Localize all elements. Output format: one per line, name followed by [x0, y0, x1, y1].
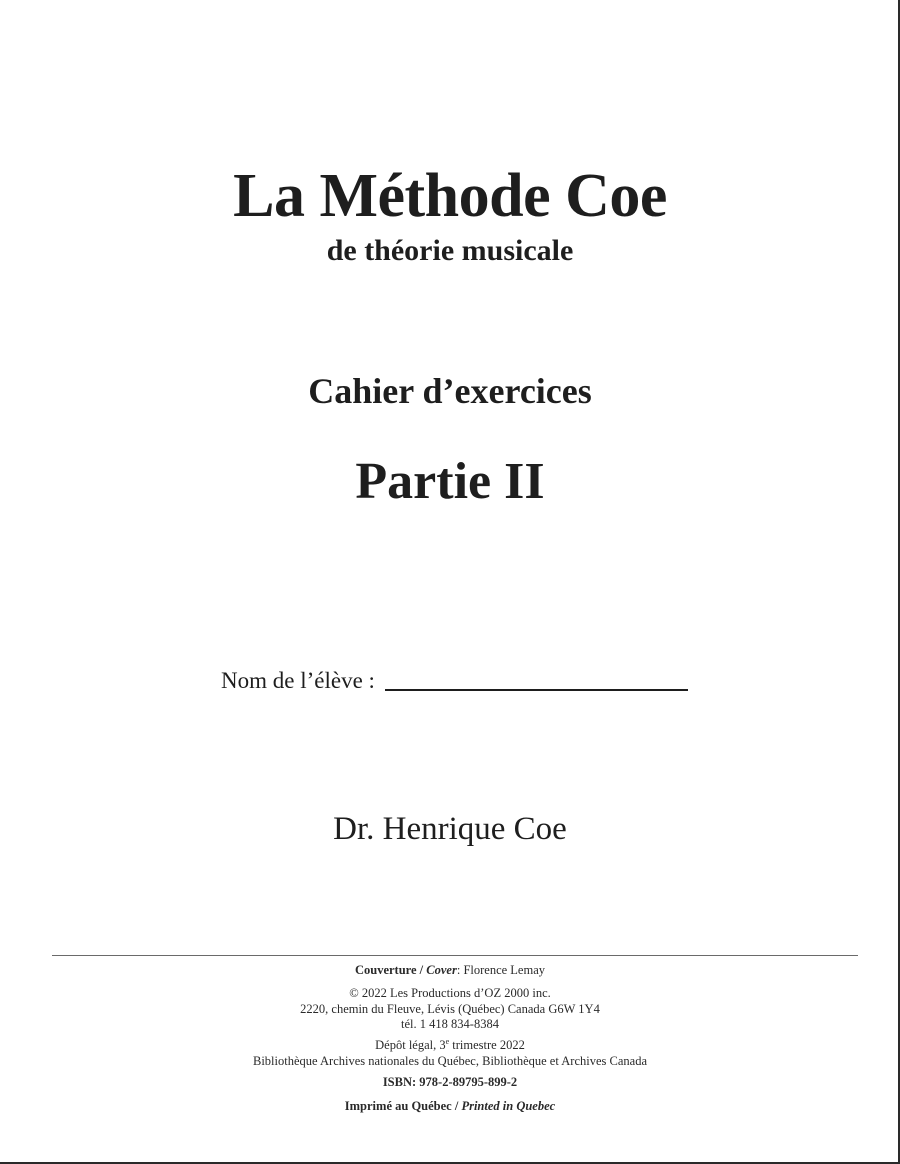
book-title: La Méthode Coe	[233, 162, 667, 230]
printed-line	[0, 1099, 900, 1114]
workbook-label: Cahier d’exercices	[308, 371, 592, 411]
author-name: Dr. Henrique Coe	[333, 811, 567, 847]
cover-label-en: Cover	[426, 963, 457, 977]
student-name-field[interactable]	[385, 665, 688, 691]
part-label: Partie II	[355, 453, 545, 510]
printed-en: Printed in Quebec	[461, 1099, 556, 1113]
address-line: 2220, chemin du Fleuve, Lévis (Québec) Canada G6W 1Y4	[300, 1002, 600, 1016]
student-name-label: Nom de l’élève :	[221, 668, 375, 693]
cover-label-fr: Couverture /	[354, 963, 424, 977]
book-subtitle: de théorie musicale	[326, 234, 574, 267]
isbn-line: ISBN: 978-2-89795-899-2	[382, 1075, 518, 1089]
cover-credit: : Florence Lemay	[456, 963, 546, 977]
cover-credit-line	[0, 963, 900, 978]
copyright-line: © 2022 Les Productions d’OZ 2000 inc.	[349, 986, 551, 1000]
printed-fr: Imprimé au Québec /	[344, 1099, 459, 1113]
footer-divider	[52, 955, 858, 956]
libraries-line: Bibliothèque Archives nationales du Québec, Bibliothèque et Archives Canada	[253, 1054, 647, 1068]
phone-line: tél. 1 418 834-8384	[401, 1017, 499, 1031]
student-name-row	[221, 664, 688, 696]
legal-deposit-prefix: Dépôt légal, 3	[375, 1038, 446, 1052]
legal-deposit-sup: e	[445, 1036, 450, 1046]
legal-deposit-line	[0, 1038, 900, 1053]
legal-deposit-suffix: trimestre 2022	[449, 1038, 525, 1052]
